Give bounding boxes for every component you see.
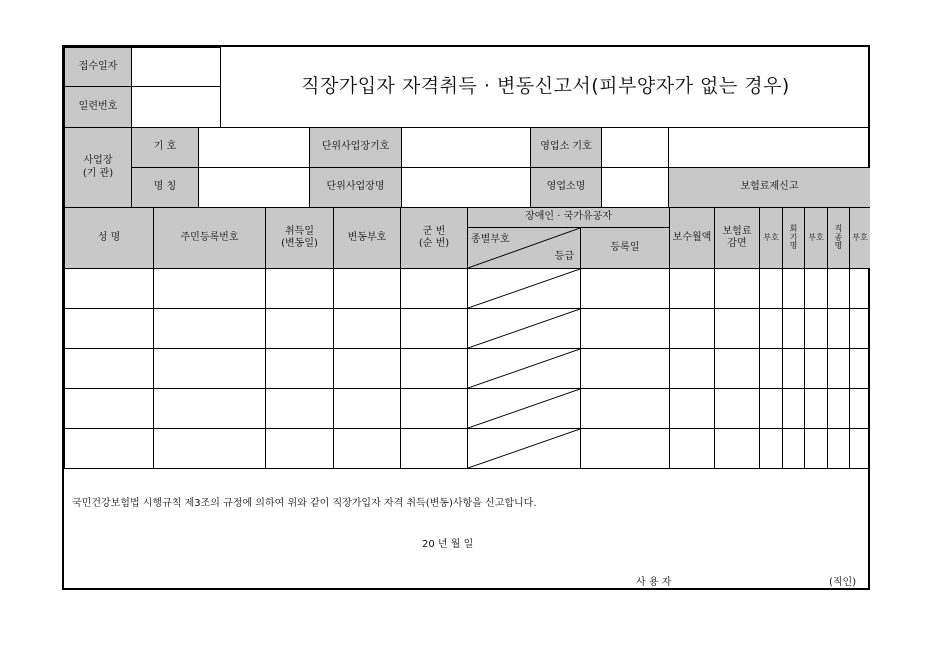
table-cell[interactable] [759, 308, 783, 349]
name-label: 명 칭 [131, 167, 199, 208]
col-code-b: 부호 [804, 207, 828, 269]
table-cell[interactable] [782, 348, 805, 389]
col-disabled-group: 장애인 · 국가유공자 [467, 207, 670, 228]
table-cell[interactable] [827, 428, 850, 469]
col-premium-reduction: 보험료 감면 [714, 207, 760, 269]
table-cell[interactable] [580, 388, 670, 429]
table-cell[interactable] [265, 268, 334, 309]
diagonal-line-icon [468, 349, 580, 388]
report-form [62, 45, 870, 590]
user-label: 사 용 자 [636, 577, 672, 588]
branch-code-label: 영업소 기호 [530, 127, 602, 168]
table-cell[interactable] [759, 268, 783, 309]
col-code-c: 부호 [849, 207, 870, 269]
col-monthly-pay: 보수월액 [669, 207, 715, 269]
branch-name-label: 영업소명 [530, 167, 602, 208]
col-change-code: 변동부호 [333, 207, 401, 269]
table-cell[interactable] [669, 388, 715, 429]
diagonal-line-icon [468, 269, 580, 308]
table-cell[interactable] [153, 388, 266, 429]
table-cell[interactable] [333, 428, 401, 469]
col-acq-date: 취득일 (변동일) [265, 207, 334, 269]
name-field[interactable] [198, 167, 310, 208]
table-cell[interactable] [759, 428, 783, 469]
col-job: 직 종 명 [827, 207, 850, 269]
table-cell[interactable] [400, 308, 468, 349]
table-cell[interactable] [265, 308, 334, 349]
table-cell[interactable] [849, 268, 870, 309]
table-cell[interactable] [400, 388, 468, 429]
table-cell[interactable] [669, 308, 715, 349]
table-cell[interactable] [153, 308, 266, 349]
table-cell[interactable] [714, 268, 760, 309]
table-cell[interactable] [759, 388, 783, 429]
table-cell[interactable] [153, 428, 266, 469]
table-cell[interactable] [827, 348, 850, 389]
table-cell[interactable] [849, 348, 870, 389]
receipt-date-label: 접수일자 [64, 47, 132, 87]
type-code-label: 종별부호 [471, 234, 510, 245]
table-cell[interactable] [467, 268, 581, 309]
table-cell[interactable] [849, 388, 870, 429]
table-cell[interactable] [467, 348, 581, 389]
table-cell[interactable] [714, 428, 760, 469]
table-cell[interactable] [759, 348, 783, 389]
table-cell[interactable] [333, 308, 401, 349]
blank-top-right [668, 127, 870, 168]
table-cell[interactable] [333, 348, 401, 389]
table-cell[interactable] [714, 308, 760, 349]
table-cell[interactable] [333, 388, 401, 429]
table-cell[interactable] [714, 388, 760, 429]
col-code-a: 부호 [759, 207, 783, 269]
employer-label: 사업장 (기 관) [64, 127, 132, 208]
premium-exempt-label: 보험료제신고 [668, 167, 870, 208]
table-cell[interactable] [804, 268, 828, 309]
form-title: 직장가입자 자격취득 · 변동신고서(피부양자가 없는 경우) [220, 47, 870, 128]
unit-name-label: 단위사업장명 [309, 167, 402, 208]
table-cell[interactable] [467, 428, 581, 469]
table-cell[interactable] [333, 268, 401, 309]
table-cell[interactable] [669, 348, 715, 389]
branch-code-field[interactable] [601, 127, 669, 168]
table-cell[interactable] [804, 308, 828, 349]
table-cell[interactable] [580, 268, 670, 309]
col-name: 성 명 [64, 207, 154, 269]
table-cell[interactable] [64, 308, 154, 349]
col-reg-date: 등록일 [580, 227, 670, 269]
table-cell[interactable] [804, 348, 828, 389]
table-cell[interactable] [827, 308, 850, 349]
col-period: 회 기 명 [782, 207, 805, 269]
diagonal-line-icon [468, 429, 580, 468]
code-label: 기 호 [131, 127, 199, 168]
grade-label: 등급 [554, 250, 574, 262]
table-cell[interactable] [64, 428, 154, 469]
table-cell[interactable] [782, 308, 805, 349]
table-cell[interactable] [153, 348, 266, 389]
table-cell[interactable] [804, 388, 828, 429]
table-cell[interactable] [669, 428, 715, 469]
table-cell[interactable] [265, 388, 334, 429]
col-type-grade [467, 227, 581, 269]
table-cell[interactable] [827, 388, 850, 429]
date-line: 20 년 월 일 [422, 539, 474, 550]
table-cell[interactable] [153, 268, 266, 309]
table-cell[interactable] [849, 308, 870, 349]
col-military-no: 군 번 (순 번) [400, 207, 468, 269]
table-cell[interactable] [580, 308, 670, 349]
serial-no-label: 일련번호 [64, 86, 132, 128]
table-cell[interactable] [580, 428, 670, 469]
table-cell[interactable] [265, 428, 334, 469]
table-cell[interactable] [400, 268, 468, 309]
table-cell[interactable] [265, 348, 334, 389]
table-cell[interactable] [580, 348, 670, 389]
table-cell[interactable] [827, 268, 850, 309]
diagonal-line-icon [468, 309, 580, 348]
serial-no-field[interactable] [131, 86, 221, 128]
seal-label: (직인) [829, 577, 857, 588]
diagonal-line-icon [468, 389, 580, 428]
code-field[interactable] [198, 127, 310, 168]
table-cell[interactable] [400, 428, 468, 469]
receipt-date-field[interactable] [131, 47, 221, 87]
table-cell[interactable] [669, 268, 715, 309]
branch-name-field[interactable] [601, 167, 669, 208]
table-cell[interactable] [782, 268, 805, 309]
declaration-text: 국민건강보험법 시행규칙 제3조의 규정에 의하여 위와 같이 직장가입자 자격 취득(변동)사항을 신고합니다. [72, 498, 537, 509]
table-cell[interactable] [782, 388, 805, 429]
table-cell[interactable] [400, 348, 468, 389]
unit-name-field[interactable] [401, 167, 531, 208]
table-cell[interactable] [64, 388, 154, 429]
footer-box [64, 468, 870, 590]
col-resident-no: 주민등록번호 [153, 207, 266, 269]
table-cell[interactable] [64, 268, 154, 309]
table-cell[interactable] [804, 428, 828, 469]
unit-code-label: 단위사업장기호 [309, 127, 402, 168]
table-cell[interactable] [64, 348, 154, 389]
table-cell[interactable] [782, 428, 805, 469]
table-cell[interactable] [467, 308, 581, 349]
table-cell[interactable] [849, 428, 870, 469]
unit-code-field[interactable] [401, 127, 531, 168]
table-cell[interactable] [467, 388, 581, 429]
table-cell[interactable] [714, 348, 760, 389]
